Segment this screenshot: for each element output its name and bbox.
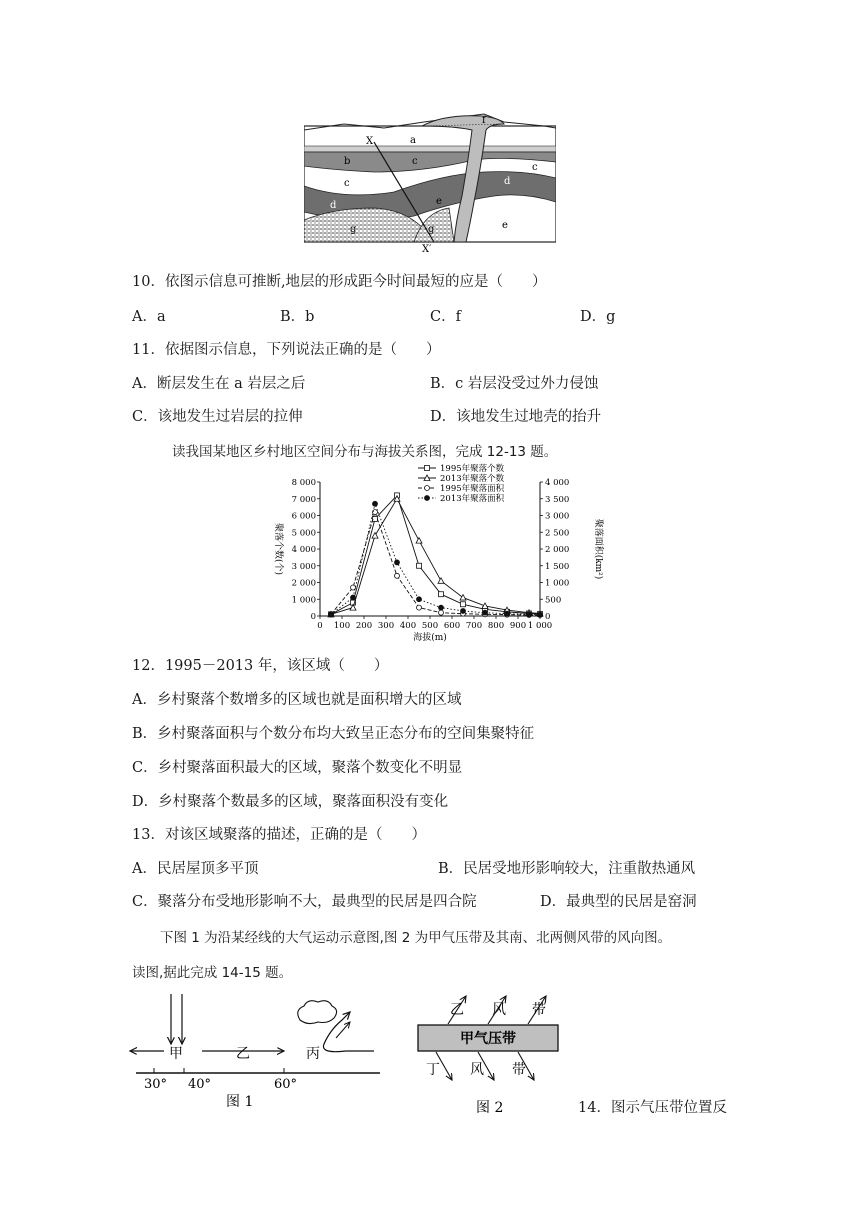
y-left-tick-label: 3 000	[291, 561, 316, 572]
label-x: X	[366, 136, 374, 147]
q11-option-a: A．断层发生在 a 岩层之后	[132, 376, 306, 392]
y-right-tick-label: 3 500	[545, 494, 570, 505]
x-axis-title: 海拔(m)	[413, 633, 447, 642]
x-tick-label: 200	[355, 621, 373, 631]
q11-option-c: C．该地发生过岩层的拉伸	[132, 409, 303, 425]
q12-stem: 12．1995－2013 年，该区域（ ）	[132, 658, 389, 674]
y-right-tick-label: 2 500	[545, 528, 570, 539]
q10-option-a: A．a	[132, 309, 166, 325]
series-line-3	[331, 504, 540, 615]
q11-stem: 11．依据图示信息，下列说法正确的是（ ）	[132, 342, 441, 358]
q10-option-c: C．f	[430, 309, 461, 325]
figure-2-pressure-belt	[412, 990, 568, 1120]
label-d-1: d	[434, 170, 441, 181]
label-a: a	[410, 135, 416, 146]
q14-stem-start: 14．图示气压带位置反	[578, 1100, 727, 1116]
series-0-point	[417, 563, 422, 568]
q13-option-a: A．民居屋顶多平顶	[132, 861, 259, 877]
y-right-tick-label: 3 000	[545, 511, 570, 522]
label-d-2: d	[330, 200, 337, 211]
fig2-top-label-yi: 乙	[450, 1002, 464, 1018]
series-1-point	[482, 603, 488, 609]
q13-option-d: D．最典型的民居是窑洞	[540, 894, 697, 910]
legend-label-2: 1995年聚落面积	[440, 484, 505, 494]
y-left-tick-label: 1 000	[291, 595, 316, 606]
series-3-point	[439, 605, 444, 610]
intro-12-13: 读我国某地区乡村地区空间分布与海拔关系图，完成 12-13 题。	[172, 444, 558, 460]
series-0-point	[461, 602, 466, 607]
label-f: f	[482, 115, 486, 126]
y-left-tick-label: 0	[310, 612, 316, 622]
q10-option-b: B．b	[280, 309, 315, 325]
series-3-point	[395, 560, 400, 565]
y-axis-left-title: 聚落个数(个)	[273, 522, 283, 576]
x-tick-label: 1 000	[527, 621, 553, 631]
series-2-point	[395, 573, 400, 578]
series-3-point	[538, 612, 543, 617]
series-2-point	[373, 510, 378, 515]
fig2-caption: 图 2	[476, 1100, 504, 1116]
figure-1-atmospheric-circulation	[124, 990, 386, 1118]
q10-stem: 10．依图示信息可推断,地层的形成距今时间最短的应是（ ）	[132, 274, 547, 290]
q12-option-c: C．乡村聚落面积最大的区域，聚落个数变化不明显	[132, 760, 463, 776]
label-c-2: c	[344, 178, 350, 189]
fig1-label-bing: 丙	[306, 1046, 320, 1062]
q11-option-b: B．c 岩层没受过外力侵蚀	[430, 376, 599, 392]
label-e-1: e	[436, 196, 442, 207]
fig2-bottom-label-dai: 带	[512, 1062, 526, 1078]
y-left-tick-label: 6 000	[291, 511, 316, 522]
label-g-1: g	[350, 224, 357, 235]
fig1-tick-60: 60°	[274, 1077, 298, 1092]
label-e-2: e	[502, 220, 508, 231]
fig2-top-label-feng: 风	[492, 1002, 506, 1018]
fig1-tick-30: 30°	[144, 1077, 168, 1092]
series-3-point	[461, 608, 466, 613]
fig1-label-yi: 乙	[236, 1046, 250, 1062]
label-c-3: c	[532, 162, 538, 173]
x-tick-label: 900	[509, 621, 527, 631]
x-tick-label: 600	[443, 621, 461, 631]
series-0-point	[373, 516, 378, 521]
y-right-tick-label: 500	[545, 595, 562, 606]
legend-label-1: 2013年聚落个数	[440, 474, 505, 484]
label-g-2: g	[428, 224, 435, 235]
q12-option-b: B．乡村聚落面积与个数分布均大致呈正态分布的空间集聚特征	[132, 726, 535, 742]
series-line-2	[331, 512, 540, 615]
label-d-3: d	[504, 176, 511, 187]
series-1-point	[438, 578, 444, 584]
q12-option-d: D．乡村聚落个数最多的区域，聚落面积没有变化	[132, 794, 449, 810]
series-1-point	[460, 595, 466, 601]
x-tick-label: 700	[465, 621, 483, 631]
label-b: b	[344, 156, 351, 167]
legend-marker-0	[425, 466, 430, 471]
y-left-tick-label: 4 000	[291, 545, 316, 555]
series-1-point	[416, 538, 422, 544]
fig2-box-label: 甲气压带	[460, 1031, 516, 1047]
series-0-point	[439, 592, 444, 597]
fig2-bottom-label-feng: 风	[470, 1062, 484, 1078]
x-tick-label: 400	[399, 621, 417, 631]
series-3-point	[505, 611, 510, 616]
series-3-point	[329, 612, 334, 617]
x-tick-label: 800	[487, 621, 505, 631]
q13-option-c: C．聚落分布受地形影响不大，最典型的民居是四合院	[132, 894, 477, 910]
y-axis-right-title: 聚落面积(km²)	[593, 518, 603, 580]
fig2-top-label-dai: 带	[532, 1002, 546, 1018]
series-3-point	[351, 595, 356, 600]
legend-label-0: 1995年聚落个数	[440, 464, 505, 474]
y-left-tick-label: 8 000	[291, 478, 316, 488]
x-tick-label: 100	[333, 621, 351, 631]
q13-stem: 13．对该区域聚落的描述，正确的是（ ）	[132, 827, 426, 843]
label-x-prime: X′	[422, 244, 432, 252]
intro-14-15-line1: 下图 1 为沿某经线的大气运动示意图,图 2 为甲气压带及其南、北两侧风带的风向图。	[160, 930, 672, 946]
series-1-point	[372, 533, 378, 539]
x-tick-label: 300	[377, 621, 395, 631]
q12-option-a: A．乡村聚落个数增多的区域也就是面积增大的区域	[132, 692, 462, 708]
q13-option-b: B．民居受地形影响较大，注重散热通风	[438, 861, 696, 877]
legend-label-3: 2013年聚落面积	[440, 494, 505, 504]
y-right-tick-label: 0	[545, 612, 551, 622]
series-3-point	[417, 597, 422, 602]
fig1-caption: 图 1	[226, 1094, 254, 1110]
fig1-tick-40: 40°	[188, 1077, 212, 1092]
series-3-point	[483, 610, 488, 615]
y-right-tick-label: 1 500	[545, 561, 570, 572]
y-right-tick-label: 4 000	[545, 478, 570, 488]
y-left-tick-label: 2 000	[291, 578, 316, 589]
fig1-label-jia: 甲	[169, 1046, 183, 1062]
q10-option-d: D．g	[580, 309, 616, 325]
series-3-point	[527, 612, 532, 617]
q11-option-d: D．该地发生过地壳的抬升	[430, 409, 602, 425]
settlement-altitude-chart	[268, 462, 604, 642]
fig2-bottom-label-ding: 丁	[426, 1062, 440, 1078]
y-left-tick-label: 5 000	[291, 528, 316, 539]
y-right-tick-label: 1 000	[545, 578, 570, 589]
x-tick-label: 500	[421, 621, 439, 631]
series-2-point	[417, 605, 422, 610]
geology-section-figure	[304, 112, 556, 252]
series-2-point	[439, 610, 444, 615]
y-right-tick-label: 2 000	[545, 545, 570, 555]
x-tick-label: 0	[317, 621, 323, 631]
series-3-point	[373, 501, 378, 506]
y-left-tick-label: 7 000	[291, 494, 316, 505]
legend-marker-2	[425, 486, 430, 491]
label-c-1: c	[412, 156, 418, 167]
intro-14-15-line2: 读图,据此完成 14-15 题。	[132, 965, 293, 981]
legend-marker-3	[425, 496, 430, 501]
